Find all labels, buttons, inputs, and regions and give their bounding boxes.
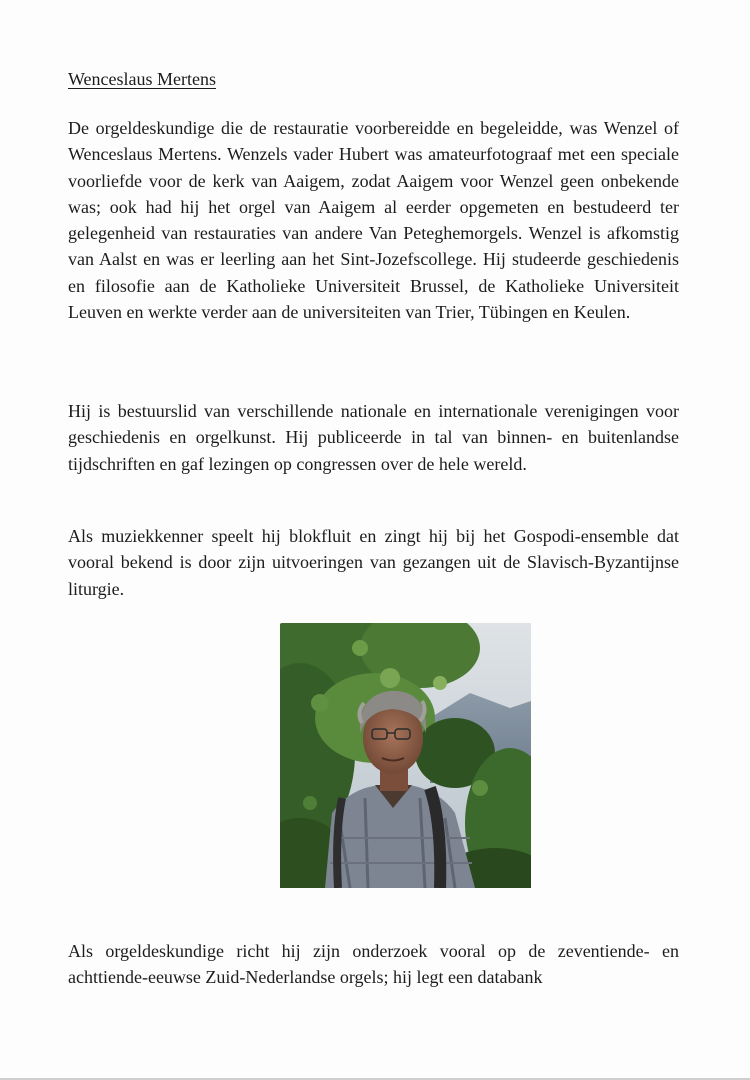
portrait-photo [280, 623, 531, 888]
paragraph-music: Als muziekkenner speelt hij blokfluit en zingt hij bij het Gospodi-ensemble dat vooral bekend is door zijn uitvoeringen van gezangen uit de Slavisch-Byzantijnse liturgie. [68, 526, 679, 599]
paragraph-biography: De orgeldeskundige die de restauratie voorbereidde en begeleidde, was Wenzel of Wenceslaus Mertens. Wenzels vader Hubert was amateurfotograaf met een speciale voorliefde voor de kerk van Aaigem, zodat Aaigem voor Wenzel geen onbekende was; ook had hij het orgel van Aaigem al eerder opgemeten en bestudeerd ter gelegenheid van restauraties van andere Van Peteghemorgels. Wenzel is afkomstig van Aalst en was er leerling aan het Sint-Jozefscollege. Hij studeerde geschiedenis en filosofie aan de Katholieke Universiteit Brussel, de Katholieke Universiteit Leuven en werkte verder aan de universiteiten van Trier, Tübingen en Keulen. [68, 118, 679, 323]
paragraph-board-member: Hij is bestuurslid van verschillende nationale en internationale verenigingen voor geschiedenis en orgelkunst. Hij publiceerde in tal van binnen- en buitenlandse tijdschriften en gaf lezingen op congressen over de hele wereld. [68, 401, 679, 474]
section-heading: Wenceslaus Mertens [68, 69, 216, 89]
paragraph-research: Als orgeldeskundige richt hij zijn onderzoek vooral op de zeventiende- en achttiende-eeuwse Zuid-Nederlandse orgels; hij legt een databank [68, 941, 679, 988]
